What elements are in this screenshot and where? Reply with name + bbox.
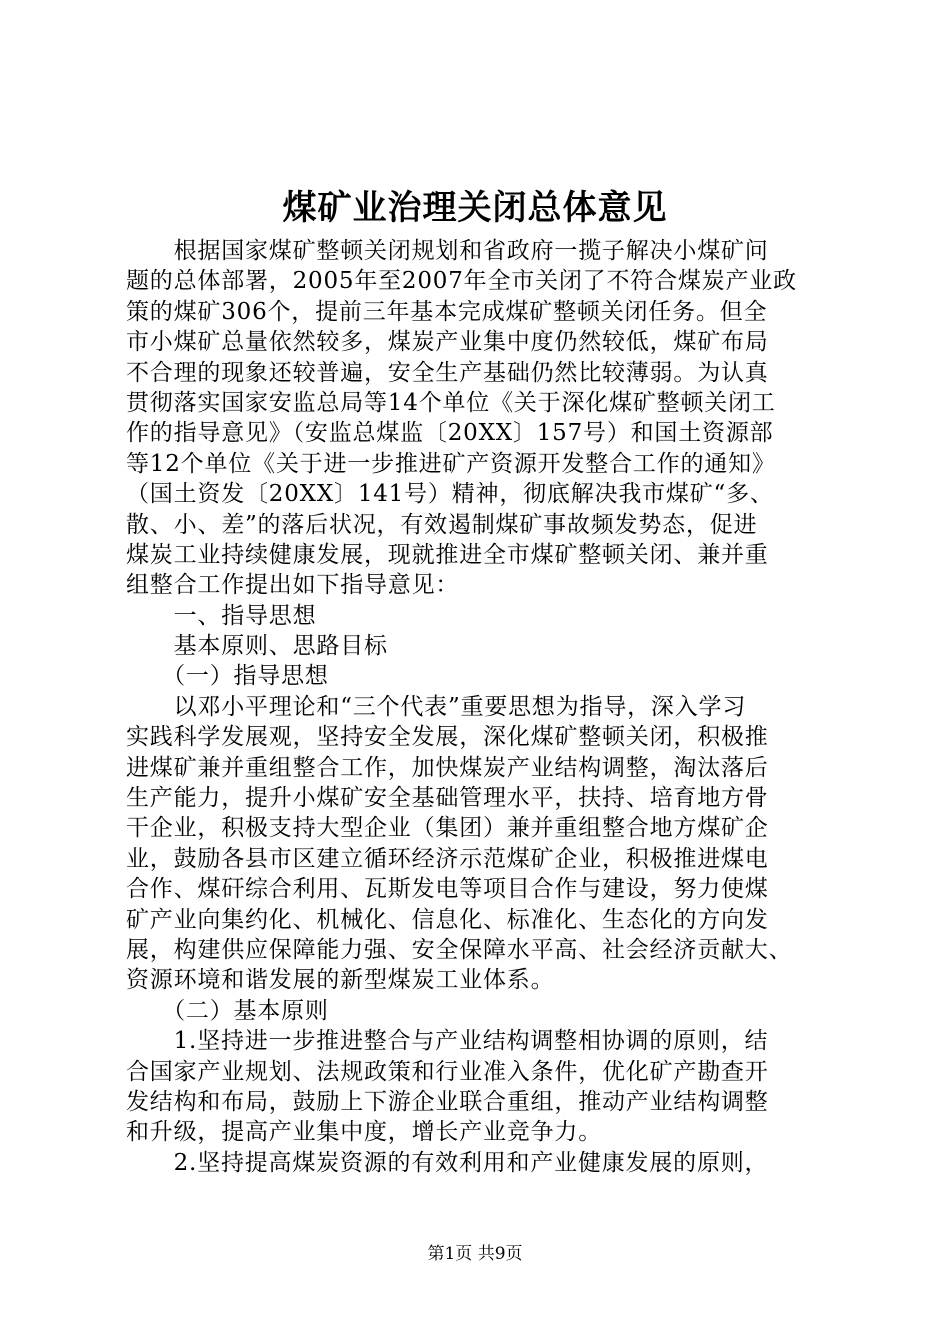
body-text-line: 合作、煤矸综合利用、瓦斯发电等项目合作与建设，努力使煤 — [126, 876, 769, 903]
body-text-line: 散、小、差”的落后状况，有效遏制煤矿事故频发势态，促进 — [126, 511, 758, 538]
body-text-line: （国土资发〔20XX〕141号）精神，彻底解决我市煤矿“多、 — [126, 481, 774, 508]
body-text-line: 干企业，积极支持大型企业（集团）兼并重组整合地方煤矿企 — [126, 815, 769, 842]
body-text-line: 策的煤矿306个，提前三年基本完成煤矿整顿关闭任务。但全 — [126, 298, 768, 325]
body-text-line: 贯彻落实国家安监总局等14个单位《关于深化煤矿整顿关闭工 — [126, 389, 776, 416]
body-text-line: 发结构和布局，鼓励上下游企业联合重组，推动产业结构调整 — [126, 1088, 769, 1115]
body-text-line: 展，构建供应保障能力强、安全保障水平高、社会经济贡献大、 — [126, 936, 793, 963]
body-text-line: 进煤矿兼并重组整合工作，加快煤炭产业结构调整，淘汰落后 — [126, 754, 769, 781]
body-text-line: 以邓小平理论和“三个代表”重要思想为指导，深入学习 — [126, 693, 747, 720]
body-text-line: 根据国家煤矿整顿关闭规划和省政府一揽子解决小煤矿问 — [126, 238, 769, 264]
body-text-line: 合国家产业规划、法规政策和行业准入条件，优化矿产勘查开 — [126, 1058, 769, 1085]
body-text-line: 生产能力，提升小煤矿安全基础管理水平，扶持、培育地方骨 — [126, 785, 769, 812]
body-text-line: （一）指导思想 — [126, 663, 329, 690]
body-text-line: 一、指导思想 — [126, 602, 317, 629]
document-title: 煤矿业治理关闭总体意见 — [282, 188, 668, 228]
body-text-line: 1.坚持进一步推进整合与产业结构调整相协调的原则，结 — [126, 1028, 769, 1055]
body-text-line: 业，鼓励各县市区建立循环经济示范煤矿企业，积极推进煤电 — [126, 845, 769, 872]
body-text-line: 2.坚持提高煤炭资源的有效利用和产业健康发展的原则， — [126, 1149, 769, 1176]
body-text-line: 组整合工作提出如下指导意见： — [126, 572, 460, 599]
document-body — [126, 236, 838, 1178]
body-text-line: 市小煤矿总量依然较多，煤炭产业集中度仍然较低，煤矿布局 — [126, 329, 769, 356]
body-text-line: 题的总体部署，2005年至2007年全市关闭了不符合煤炭产业政 — [126, 268, 797, 295]
body-text-line: （二）基本原则 — [126, 997, 329, 1024]
body-text-line: 实践科学发展观，坚持安全发展，深化煤矿整顿关闭，积极推 — [126, 724, 769, 751]
body-text-line: 和升级，提高产业集中度，增长产业竞争力。 — [126, 1119, 602, 1146]
body-text-line: 矿产业向集约化、机械化、信息化、标准化、生态化的方向发 — [126, 906, 769, 933]
body-text-line: 煤炭工业持续健康发展，现就推进全市煤矿整顿关闭、兼并重 — [126, 541, 769, 568]
body-text-line: 基本原则、思路目标 — [126, 633, 388, 660]
body-text-line: 资源环境和谐发展的新型煤炭工业体系。 — [126, 967, 555, 994]
page-footer: 第1页 共9页 — [427, 1244, 523, 1264]
body-text-line: 等12个单位《关于进一步推进矿产资源开发整合工作的通知》 — [126, 450, 776, 477]
body-text-line: 作的指导意见》（安监总煤监〔20XX〕157号）和国土资源部 — [126, 420, 774, 447]
body-text-line: 不合理的现象还较普遍，安全生产基础仍然比较薄弱。为认真 — [126, 359, 769, 386]
